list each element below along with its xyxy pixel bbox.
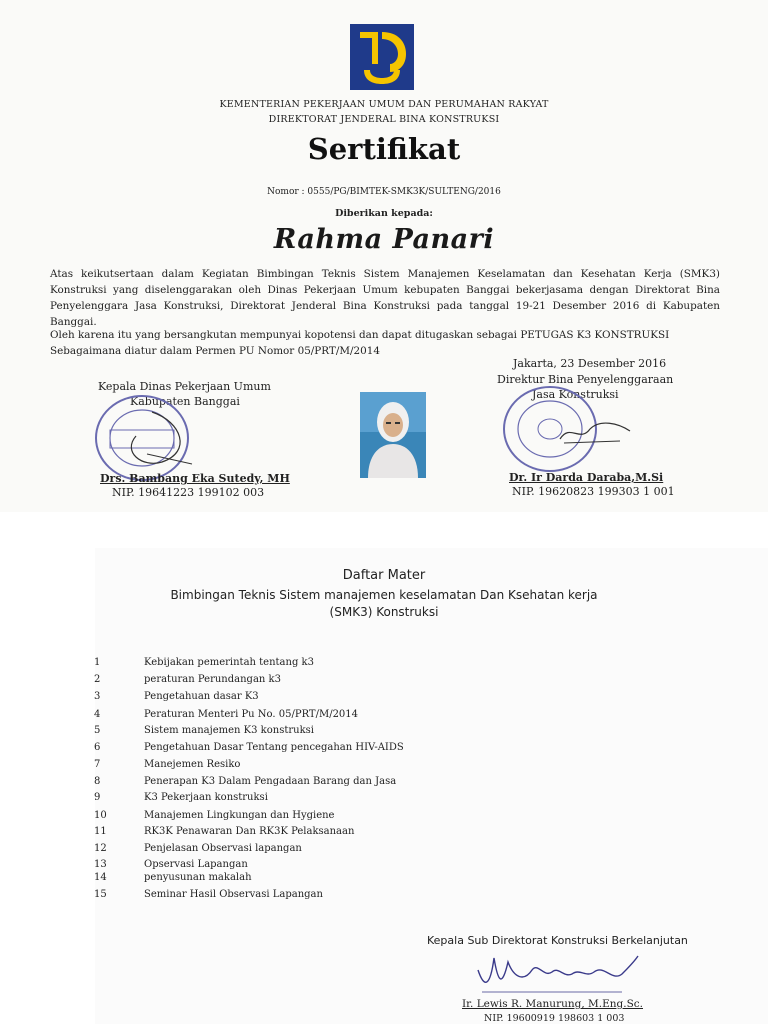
material-subtitle — [0, 587, 768, 621]
item-text: penyusunan makalah — [144, 872, 252, 883]
recipient-photo — [360, 392, 426, 478]
item-number: 3 — [94, 691, 101, 702]
list-item — [94, 691, 514, 705]
page-title: Sertifikat — [307, 132, 461, 166]
item-text: Manejemen Resiko — [144, 759, 241, 770]
item-text: Pengetahuan Dasar Tentang pencegahan HIV-AIDS — [144, 742, 404, 753]
item-text: Opservasi Lapangan — [144, 859, 248, 870]
item-number: 10 — [94, 810, 107, 821]
item-number: 8 — [94, 776, 101, 787]
item-number: 2 — [94, 674, 101, 685]
footer-signatory-title: Kepala Sub Direktorat Konstruksi Berkelanjutan — [427, 934, 688, 947]
paragraph-2-line-1: Oleh karena itu yang bersangkutan mempunyai kopotensi dan dapat ditugaskan sebagai PETUGAS K3 KONSTRUKSI — [50, 329, 670, 341]
item-text: Sistem manajemen K3 konstruksi — [144, 725, 314, 736]
item-number: 11 — [94, 826, 107, 837]
item-text: Penjelasan Observasi lapangan — [144, 843, 302, 854]
left-title-line-2: Kabupaten Banggai — [130, 395, 240, 408]
item-text: Penerapan K3 Dalam Pengadaan Barang dan Jasa — [144, 776, 397, 787]
list-item — [94, 776, 514, 790]
right-stamp-icon — [500, 383, 640, 475]
list-item — [94, 657, 514, 671]
item-number: 7 — [94, 759, 101, 770]
item-number: 5 — [94, 725, 101, 736]
right-signatory-name: Dr. Ir Darda Daraba,M.Si — [509, 471, 664, 484]
item-text: Pengetahuan dasar K3 — [144, 691, 259, 702]
right-title-line-2: Jasa Konstruksi — [532, 388, 619, 401]
ministry-line-1: KEMENTERIAN PEKERJAAN UMUM DAN PERUMAHAN RAKYAT — [219, 99, 549, 110]
list-item — [94, 843, 514, 857]
list-item — [94, 759, 514, 773]
item-text: RK3K Penawaran Dan RK3K Pelaksanaan — [144, 826, 355, 837]
list-item — [94, 792, 514, 806]
right-signatory-nip: NIP. 19620823 199303 1 001 — [512, 485, 675, 498]
given-to-label: Diberikan kepada: — [335, 208, 433, 219]
item-number: 12 — [94, 843, 107, 854]
item-number: 15 — [94, 889, 107, 900]
item-number: 14 — [94, 872, 107, 883]
item-number: 1 — [94, 657, 101, 668]
left-signatory-name: Drs. Bambang Eka Sutedy, MH — [100, 472, 290, 485]
ministry-logo-icon — [350, 24, 414, 90]
material-title: Daftar Mater — [342, 568, 426, 583]
item-text: Manajemen Lingkungan dan Hygiene — [144, 810, 335, 821]
item-number: 9 — [94, 792, 101, 803]
left-title-line-1: Kepala Dinas Pekerjaan Umum — [98, 380, 271, 393]
list-item — [94, 742, 514, 756]
item-text: peraturan Perundangan k3 — [144, 674, 281, 685]
list-item — [94, 725, 514, 739]
right-title-line-1: Direktur Bina Penyelenggaraan — [497, 373, 674, 386]
list-item — [94, 859, 514, 873]
ministry-line-2: DIREKTORAT JENDERAL BINA KONSTRUKSI — [268, 114, 500, 125]
list-item — [94, 709, 514, 723]
item-text: Seminar Hasil Observasi Lapangan — [144, 889, 323, 900]
ministry-header — [0, 97, 768, 127]
item-text: Kebijakan pemerintah tentang k3 — [144, 657, 314, 668]
paragraph-2-line-2: Sebagaimana diatur dalam Permen PU Nomor 05/PRT/M/2014 — [50, 345, 380, 357]
item-number: 6 — [94, 742, 101, 753]
list-item — [94, 826, 514, 840]
list-item — [94, 889, 514, 903]
list-item — [94, 872, 514, 886]
material-subtitle-line-2: (SMK3) Konstruksi — [329, 605, 439, 619]
right-place-date: Jakarta, 23 Desember 2016 — [513, 357, 667, 370]
item-text: K3 Pekerjaan konstruksi — [144, 792, 268, 803]
list-item — [94, 674, 514, 688]
certificate-paragraph-1: Atas keikutsertaan dalam Kegiatan Bimbingan Teknis Sistem Manajemen Keselamatan dan Kesehatan Kerja (SMK3) Konstruksi yang diselenggarakan oleh Dinas Pekerjaan Umum kebupaten Banggai bekerjasama dengan Direktorat Bina Penyelenggara Jasa Konstruksi, Direktorat Jenderal Bina Konstruksi pada tanggal 19-21 Desember 2016 di Kabupaten Banggai. — [50, 268, 720, 328]
footer-signatory-name: Ir. Lewis R. Manurung, M.Eng.Sc. — [462, 998, 643, 1010]
certificate-paragraph-2 — [50, 327, 720, 359]
left-signatory-nip: NIP. 19641223 199102 003 — [112, 486, 265, 499]
item-number: 4 — [94, 709, 101, 720]
item-text: Peraturan Menteri Pu No. 05/PRT/M/2014 — [144, 709, 359, 720]
item-number: 13 — [94, 859, 107, 870]
recipient-name: Rahma Panari — [273, 224, 495, 255]
material-subtitle-line-1: Bimbingan Teknis Sistem manajemen keselamatan Dan Ksehatan kerja — [170, 588, 598, 602]
certificate-number: Nomor : 0555/PG/BIMTEK-SMK3K/SULTENG/2016 — [267, 187, 501, 197]
footer-signatory-nip: NIP. 19600919 198603 1 003 — [484, 1013, 625, 1024]
footer-signature-icon — [472, 948, 642, 996]
list-item — [94, 810, 514, 824]
